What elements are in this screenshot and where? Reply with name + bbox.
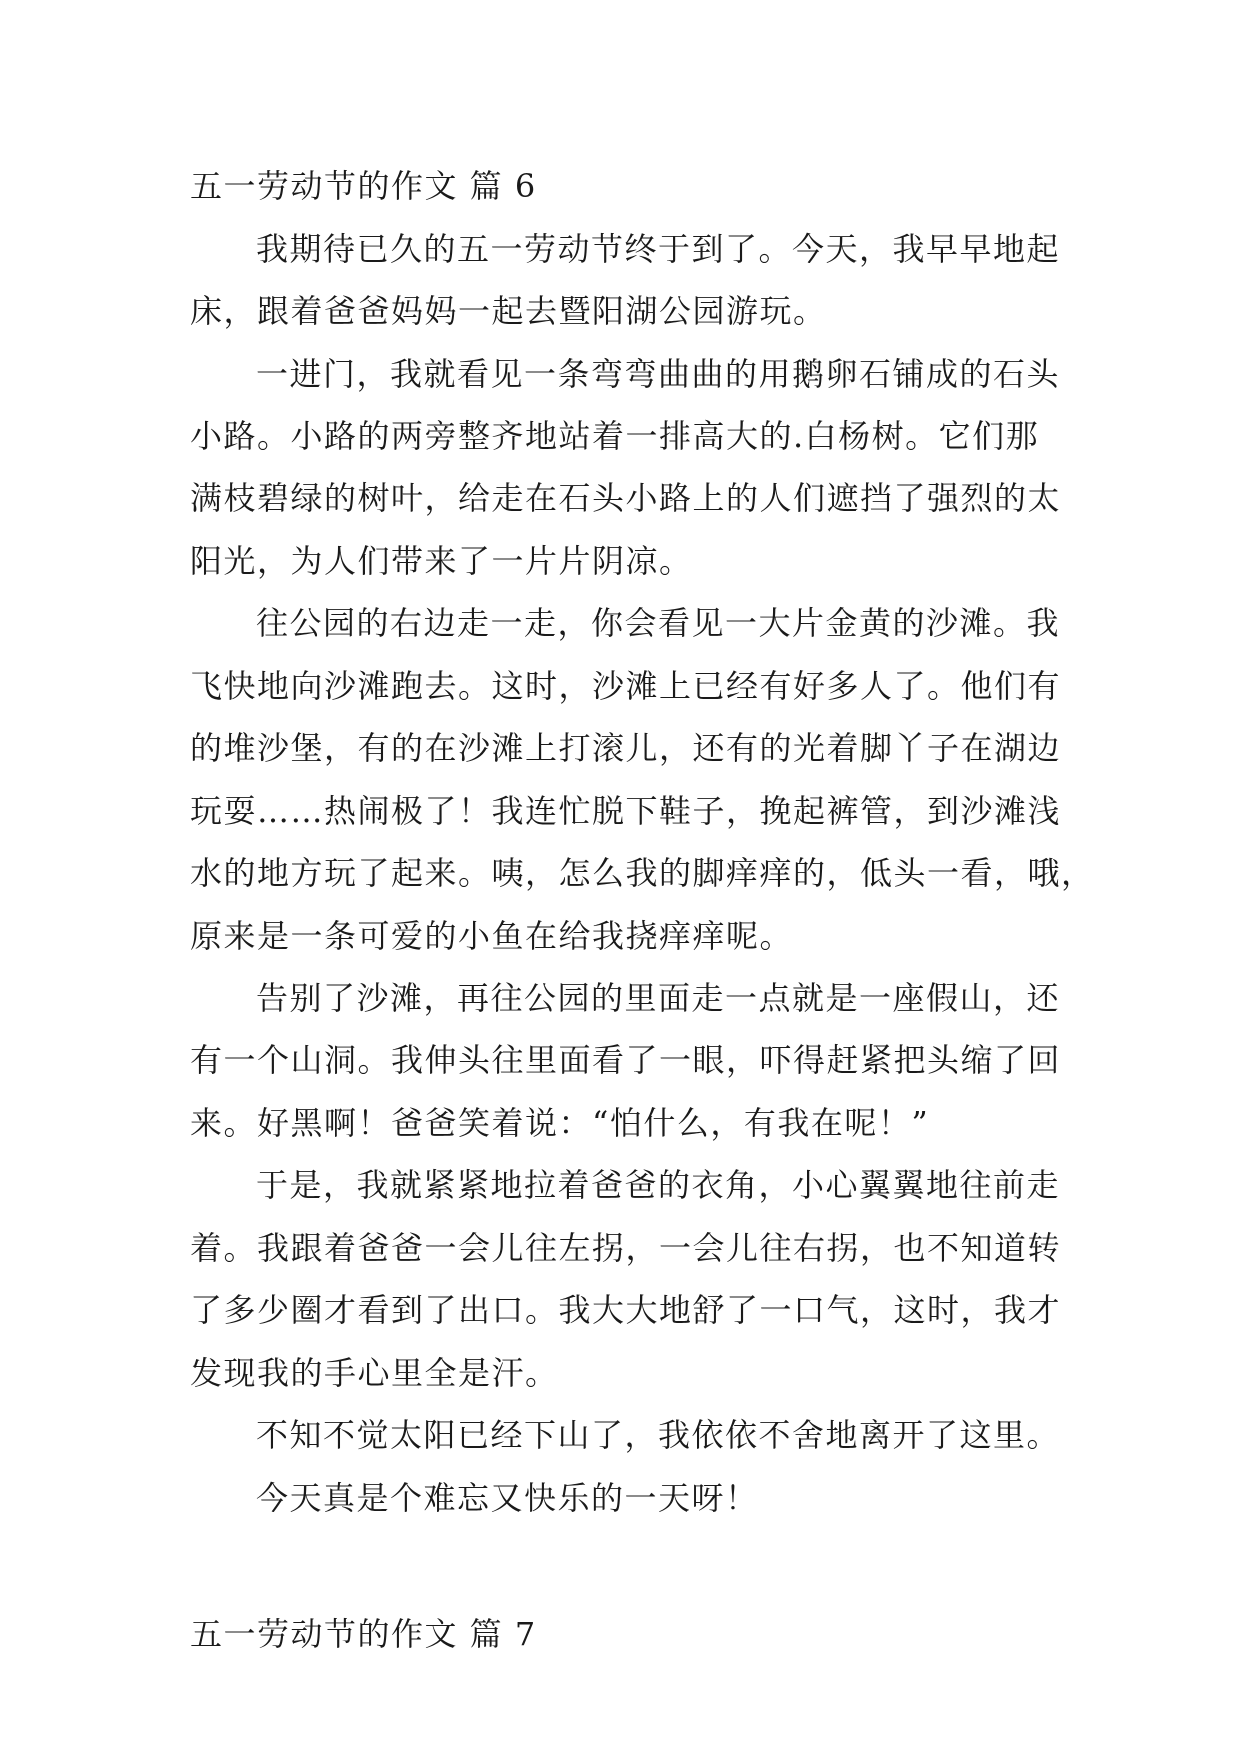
paragraph-line: 于是，我就紧紧地拉着爸爸的衣角，小心翼翼地往前走 — [256, 1166, 1061, 1204]
paragraph-line: 着。我跟着爸爸一会儿往左拐，一会儿往右拐，也不知道转 — [190, 1229, 1062, 1267]
paragraph-line: 原来是一条可爱的小鱼在给我挠痒痒呢。 — [190, 917, 794, 955]
paragraph-line: 告别了沙滩，再往公园的里面走一点就是一座假山，还 — [256, 979, 1061, 1017]
paragraph-line: 今天真是个难忘又快乐的一天呀！ — [256, 1479, 759, 1517]
paragraph-line: 来。好黑啊！爸爸笑着说：“怕什么，有我在呢！” — [190, 1104, 930, 1142]
paragraph-line: 一进门，我就看见一条弯弯曲曲的用鹅卵石铺成的石头 — [256, 355, 1061, 393]
paragraph-line: 往公园的右边走一走，你会看见一大片金黄的沙滩。我 — [256, 604, 1061, 642]
paragraph-line: 不知不觉太阳已经下山了，我依依不舍地离开了这里。 — [256, 1416, 1061, 1454]
paragraph-line: 我期待已久的五一劳动节终于到了。今天，我早早地起 — [256, 230, 1061, 268]
paragraph-line: 发现我的手心里全是汗。 — [190, 1354, 559, 1392]
paragraph-line: 的堆沙堡，有的在沙滩上打滚儿，还有的光着脚丫子在湖边 — [190, 729, 1062, 767]
paragraph-line: 玩耍……热闹极了！我连忙脱下鞋子，挽起裤管，到沙滩浅 — [190, 792, 1062, 830]
paragraph-line: 满枝碧绿的树叶，给走在石头小路上的人们遮挡了强烈的太 — [190, 479, 1062, 517]
paragraph-line: 飞快地向沙滩跑去。这时，沙滩上已经有好多人了。他们有 — [190, 667, 1062, 705]
paragraph-line: 小路。小路的两旁整齐地站着一排高大的.白杨树。它们那 — [190, 417, 1040, 455]
section-heading-7: 五一劳动节的作文 篇 7 — [190, 1615, 537, 1653]
paragraph-line: 了多少圈才看到了出口。我大大地舒了一口气，这时，我才 — [190, 1291, 1062, 1329]
paragraph-line: 床，跟着爸爸妈妈一起去暨阳湖公园游玩。 — [190, 292, 827, 330]
section-heading-6: 五一劳动节的作文 篇 6 — [190, 167, 537, 205]
paragraph-line: 水的地方玩了起来。咦，怎么我的脚痒痒的，低头一看，哦， — [190, 854, 1095, 892]
paragraph-line: 阳光，为人们带来了一片片阴凉。 — [190, 542, 693, 580]
paragraph-line: 有一个山洞。我伸头往里面看了一眼，吓得赶紧把头缩了回 — [190, 1041, 1062, 1079]
